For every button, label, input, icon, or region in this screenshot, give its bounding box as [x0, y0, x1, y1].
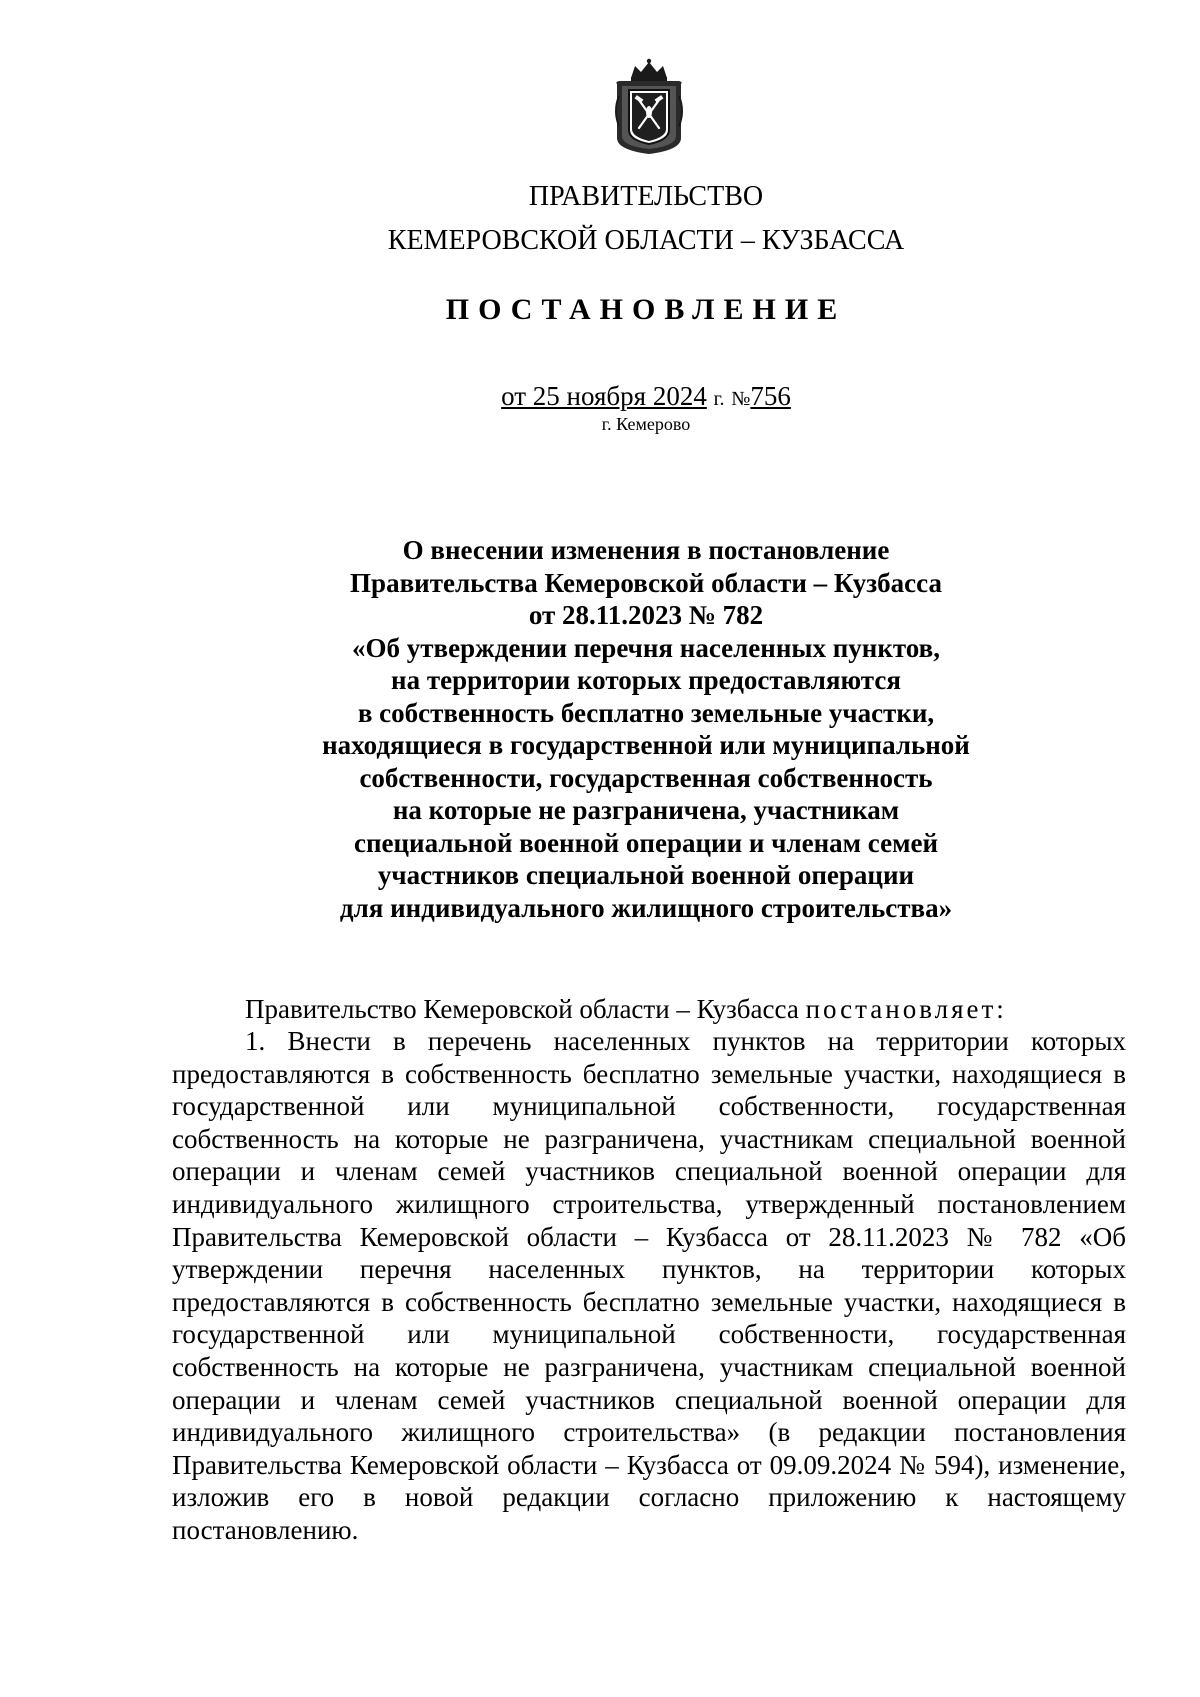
- subject-line: Правительства Кемеровской области – Кузбасса: [350, 567, 942, 598]
- preamble: [245, 993, 1007, 1025]
- number-sign: №: [731, 388, 751, 410]
- subject-line: «Об утверждении перечня населенных пунктов,: [352, 632, 940, 663]
- document-type-title: ПОСТАНОВЛЕНИЕ: [445, 293, 847, 326]
- year-suffix: г.: [713, 388, 725, 410]
- government-name-line2: КЕМЕРОВСКОЙ ОБЛАСТИ – КУЗБАССА: [387, 225, 905, 256]
- subject-line: собственности, государственная собственность: [359, 762, 933, 793]
- subject-line: находящиеся в государственной или муниципальной: [322, 730, 970, 760]
- subject-line: на территории которых предоставляются: [391, 665, 901, 695]
- document-date-number: [46, 380, 1200, 415]
- subject-line: специальной военной операции и членам семей: [353, 827, 939, 858]
- crown-icon: [631, 59, 667, 81]
- government-name-line1: ПРАВИТЕЛЬСТВО: [528, 181, 764, 212]
- subject-line: на которые не разграничена, участникам: [392, 795, 900, 825]
- subject-line: О внесении изменения в постановление: [402, 535, 890, 565]
- subject-line: участников специальной военной операции: [377, 860, 915, 890]
- paragraph-text: 1. Внести в перечень населенных пунктов на территории которых предоставляются в собственность бесплатно земельные участки, находящиеся в государственной или муниципальной собственности, государственная собственность на которые не разграничена, участникам специальной военной операции и членам семей участников специальной военной операции для индивидуального жилищного строительства, утвержденный постановлением Правительства Кемеровской области – Кузбасса от 28.11.2023 № 782 «Об утверждении перечня населенных пунктов, на территории которых предоставляются в собственность бесплатно земельные участки, находящиеся в государственной или муниципальной собственности, государственная собственность на которые не разграничена, участникам специальной военной операции и членам семей участников специальной военной операции для индивидуального жилищного строительства» (в редакции постановления Правительства Кемеровской области – Кузбасса от 09.09.2024 № 594), изменение, изложив его в новой редакции согласно приложению к настоящему постановлению.: [172, 1026, 1126, 1545]
- preamble-text: Правительство Кемеровской области – Кузбасса: [245, 994, 799, 1024]
- document-city: г. Кемерово: [601, 414, 691, 434]
- subject-line: от 28.11.2023 № 782: [528, 600, 764, 630]
- document-date: от 25 ноября 2024: [501, 381, 707, 411]
- document-number: 756: [750, 381, 791, 411]
- preamble-verb: постановляет:: [805, 994, 1007, 1024]
- body-paragraph-1: [172, 1025, 1126, 1547]
- subject-line: для индивидуального жилищного строительства»: [339, 892, 953, 923]
- coat-of-arms-icon: [609, 56, 689, 156]
- document-subject: [46, 534, 1200, 924]
- subject-line: в собственность бесплатно земельные участки,: [357, 697, 935, 728]
